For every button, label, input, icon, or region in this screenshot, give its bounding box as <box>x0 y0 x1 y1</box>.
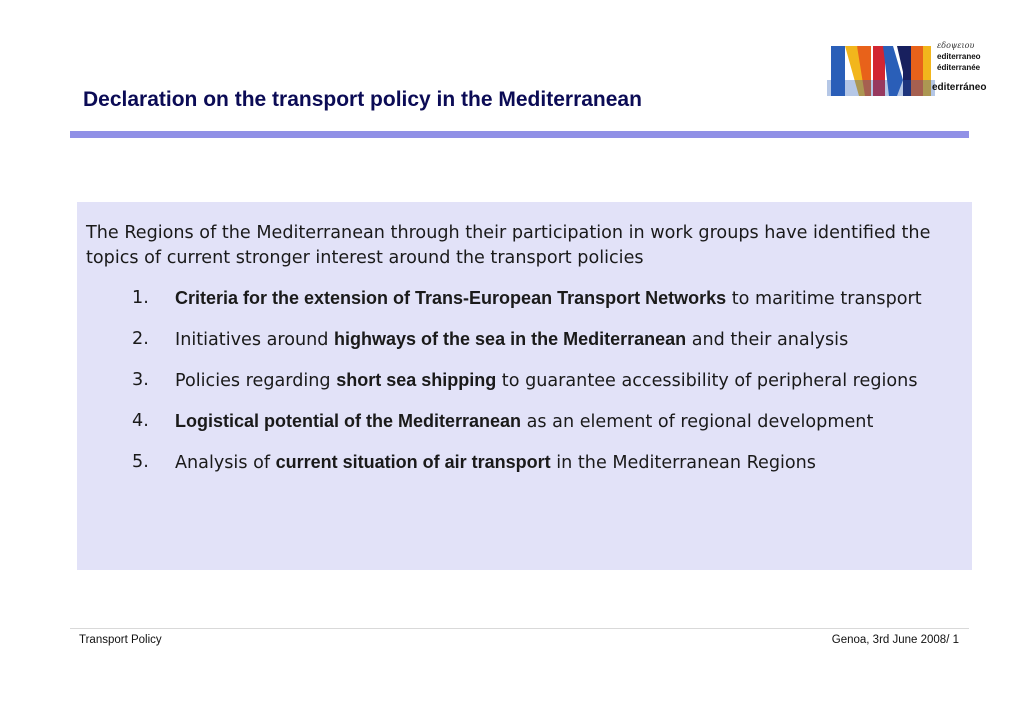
list-item-number: 2. <box>132 329 149 349</box>
list-item <box>86 409 958 435</box>
list-item-bold: short sea shipping <box>336 370 497 390</box>
list-item-pre: Initiatives around <box>175 330 335 350</box>
list-item-post: to maritime transport <box>726 289 922 309</box>
list-item-bold: Logistical potential of the Mediterranean <box>175 411 522 431</box>
logo-line-italian: editerraneo <box>937 52 981 61</box>
list-item-bold: Criteria for the extension of Trans-European Transport Networks <box>175 288 727 308</box>
logo-line-spanish: editerráneo <box>932 82 987 93</box>
content-box <box>77 202 972 570</box>
list-item-post: in the Mediterranean Regions <box>550 453 816 473</box>
footer-date-page: Genoa, 3rd June 2008/ 1 <box>831 634 959 646</box>
list-item <box>86 327 958 353</box>
logo-greek-text: εδοψειου <box>937 41 975 50</box>
topic-list <box>86 286 958 476</box>
medi-logo <box>827 40 1017 100</box>
list-item-post: as an element of regional development <box>521 412 874 432</box>
list-item-number: 5. <box>132 452 149 472</box>
nm-logo-mark <box>827 42 939 100</box>
list-item-bold: highways of the sea in the Mediterranean <box>334 329 687 349</box>
title-divider <box>70 131 969 138</box>
list-item-pre: Policies regarding <box>175 371 337 391</box>
list-item-number: 4. <box>132 411 149 431</box>
list-item-bold: current situation of air transport <box>275 452 551 472</box>
logo-line-french: éditerranée <box>937 63 981 72</box>
list-item <box>86 286 958 312</box>
list-item <box>86 450 958 476</box>
list-item-number: 3. <box>132 370 149 390</box>
intro-paragraph: The Regions of the Mediterranean through their participation in work groups have identified the topics of current stronger interest around the transport policies <box>86 223 931 268</box>
footer-label: Transport Policy <box>79 634 162 646</box>
list-item-post: and their analysis <box>686 330 849 350</box>
slide-title: Declaration on the transport policy in the Mediterranean <box>83 88 642 111</box>
list-item-post: to guarantee accessibility of peripheral regions <box>496 371 918 391</box>
list-item-number: 1. <box>132 288 149 308</box>
list-item-pre: Analysis of <box>175 453 276 473</box>
footer-divider <box>70 628 969 629</box>
list-item <box>86 368 958 394</box>
